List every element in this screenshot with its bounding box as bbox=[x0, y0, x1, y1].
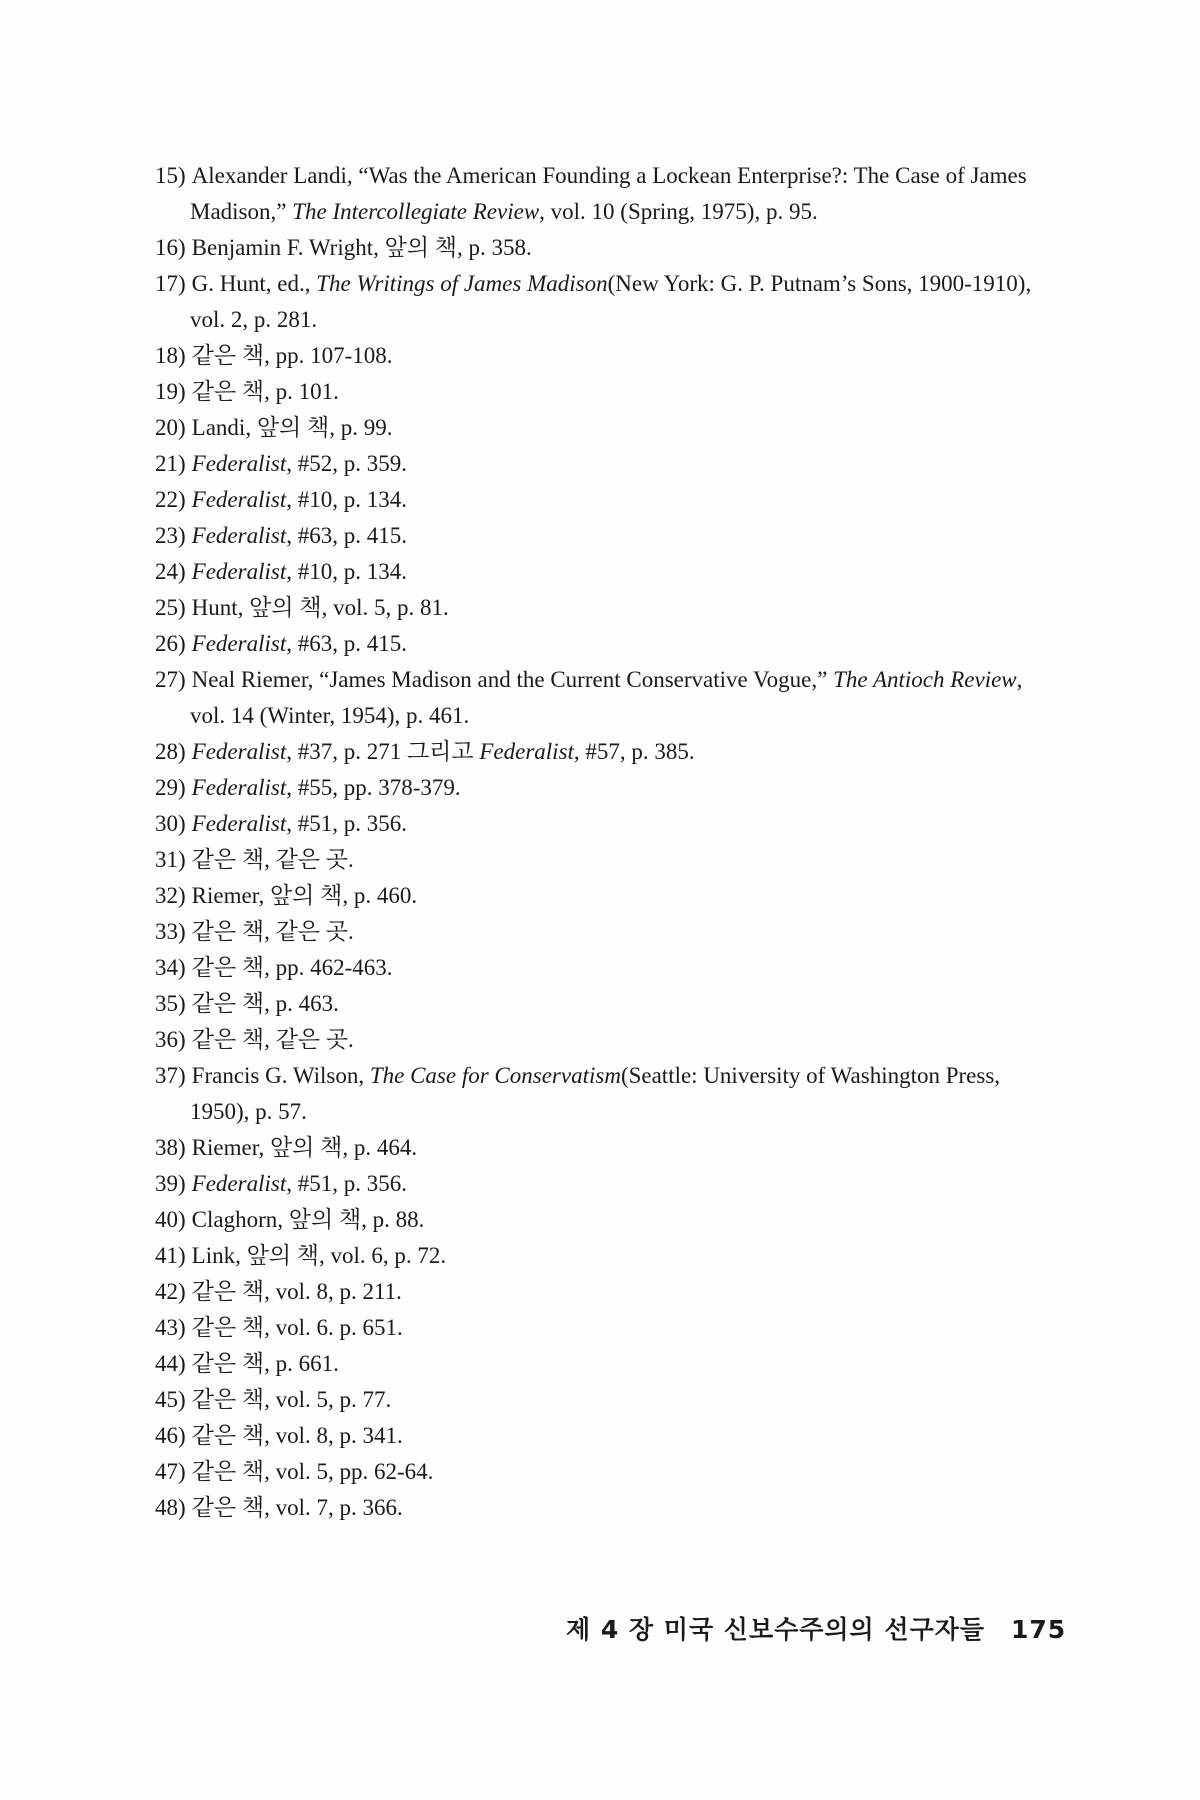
endnote-number: 38) bbox=[155, 1135, 186, 1160]
endnote bbox=[155, 410, 1035, 446]
endnote bbox=[155, 1382, 1035, 1418]
endnote-number: 16) bbox=[155, 235, 186, 260]
endnote-number: 43) bbox=[155, 1315, 186, 1340]
endnote-text: 같은 책, vol. 8, p. 211. bbox=[191, 1279, 402, 1304]
endnote-text: , vol. 10 (Spring, 1975), p. 95. bbox=[539, 199, 818, 224]
endnote-number: 36) bbox=[155, 1027, 186, 1052]
endnote-text: 같은 책, vol. 5, p. 77. bbox=[191, 1387, 392, 1412]
endnote-number: 25) bbox=[155, 595, 186, 620]
endnote-title-italic: The Intercollegiate Review bbox=[292, 199, 540, 224]
endnote bbox=[155, 374, 1035, 410]
endnote bbox=[155, 1274, 1035, 1310]
endnote-text: Riemer, 앞의 책, p. 460. bbox=[191, 883, 418, 908]
endnote-number: 27) bbox=[155, 667, 186, 692]
endnote-text: 같은 책, vol. 7, p. 366. bbox=[191, 1495, 403, 1520]
endnote bbox=[155, 626, 1035, 662]
endnote-title-italic: Federalist bbox=[191, 487, 287, 512]
endnote-number: 40) bbox=[155, 1207, 186, 1232]
endnote bbox=[155, 518, 1035, 554]
endnote-text: , #10, p. 134. bbox=[286, 487, 407, 512]
endnote-text: 같은 책, vol. 8, p. 341. bbox=[191, 1423, 403, 1448]
endnote-title-italic: Federalist bbox=[191, 811, 287, 836]
endnote-text: , #37, p. 271 그리고 bbox=[286, 739, 480, 764]
endnote-number: 18) bbox=[155, 343, 186, 368]
endnote bbox=[155, 1166, 1035, 1202]
endnote bbox=[155, 1346, 1035, 1382]
endnotes-list bbox=[155, 158, 1035, 1526]
endnote bbox=[155, 1058, 1035, 1130]
endnote-text: Claghorn, 앞의 책, p. 88. bbox=[191, 1207, 425, 1232]
endnote-text: Alexander Landi, “Was the American Founding a Lockean Enterprise?: The Case of James Madison,” bbox=[190, 163, 1027, 224]
endnote-text: (New York: G. P. Putnam’s Sons, 1900-1910), vol. 2, p. 281. bbox=[190, 271, 1032, 332]
endnote-number: 15) bbox=[155, 163, 186, 188]
endnote-title-italic: Federalist bbox=[191, 451, 287, 476]
endnote-text: Landi, 앞의 책, p. 99. bbox=[191, 415, 393, 440]
endnote bbox=[155, 1310, 1035, 1346]
endnote-number: 42) bbox=[155, 1279, 186, 1304]
endnote-text: 같은 책, 같은 곳. bbox=[191, 847, 354, 872]
endnote-number: 35) bbox=[155, 991, 186, 1016]
endnote-number: 23) bbox=[155, 523, 186, 548]
endnote-title-italic: The Writings of James Madison bbox=[316, 271, 608, 296]
endnote-number: 28) bbox=[155, 739, 186, 764]
endnote-text: Link, 앞의 책, vol. 6, p. 72. bbox=[191, 1243, 447, 1268]
endnote bbox=[155, 1202, 1035, 1238]
endnote bbox=[155, 734, 1035, 770]
endnote-text: Benjamin F. Wright, 앞의 책, p. 358. bbox=[191, 235, 532, 260]
endnote bbox=[155, 1490, 1035, 1526]
endnote-number: 37) bbox=[155, 1063, 186, 1088]
endnote-title-italic: Federalist bbox=[191, 523, 287, 548]
endnote-text: , #52, p. 359. bbox=[286, 451, 407, 476]
running-footer bbox=[566, 1610, 1066, 1646]
endnote-text: 같은 책, vol. 6. p. 651. bbox=[191, 1315, 403, 1340]
endnote bbox=[155, 158, 1035, 230]
chapter-title: 제 4 장 미국 신보수주의의 선구자들 bbox=[566, 1615, 986, 1644]
endnote-text: G. Hunt, ed., bbox=[191, 271, 317, 296]
endnote-text: , #63, p. 415. bbox=[286, 631, 407, 656]
endnote-text: 같은 책, pp. 462-463. bbox=[191, 955, 393, 980]
endnote-number: 29) bbox=[155, 775, 186, 800]
endnote-text: Riemer, 앞의 책, p. 464. bbox=[191, 1135, 418, 1160]
endnote-text: (Seattle: University of Washington Press, 1950), p. 57. bbox=[190, 1063, 1001, 1124]
endnote bbox=[155, 1454, 1035, 1490]
endnote bbox=[155, 446, 1035, 482]
endnote-number: 34) bbox=[155, 955, 186, 980]
endnote-number: 44) bbox=[155, 1351, 186, 1376]
endnote-text: 같은 책, pp. 107-108. bbox=[191, 343, 393, 368]
endnote-text: 같은 책, p. 101. bbox=[191, 379, 339, 404]
endnote-text: 같은 책, vol. 5, pp. 62-64. bbox=[191, 1459, 434, 1484]
endnote bbox=[155, 482, 1035, 518]
endnote bbox=[155, 1238, 1035, 1274]
endnote-number: 30) bbox=[155, 811, 186, 836]
endnote-text: 같은 책, p. 661. bbox=[191, 1351, 339, 1376]
endnote-title-italic: Federalist bbox=[191, 1171, 287, 1196]
endnote-number: 22) bbox=[155, 487, 186, 512]
endnote bbox=[155, 1022, 1035, 1058]
endnote-text: , #51, p. 356. bbox=[286, 811, 407, 836]
endnote bbox=[155, 878, 1035, 914]
endnote-number: 20) bbox=[155, 415, 186, 440]
endnote-number: 48) bbox=[155, 1495, 186, 1520]
endnote-number: 41) bbox=[155, 1243, 186, 1268]
endnote bbox=[155, 1418, 1035, 1454]
endnote-text: , #63, p. 415. bbox=[286, 523, 407, 548]
endnote-number: 45) bbox=[155, 1387, 186, 1412]
endnote-text: , #55, pp. 378-379. bbox=[286, 775, 461, 800]
endnote-text: 같은 책, p. 463. bbox=[191, 991, 339, 1016]
endnote bbox=[155, 554, 1035, 590]
endnote-number: 17) bbox=[155, 271, 186, 296]
endnote-text: Neal Riemer, “James Madison and the Current Conservative Vogue,” bbox=[191, 667, 834, 692]
endnote bbox=[155, 914, 1035, 950]
endnote bbox=[155, 986, 1035, 1022]
endnote bbox=[155, 662, 1035, 734]
endnote bbox=[155, 842, 1035, 878]
endnote-text: Hunt, 앞의 책, vol. 5, p. 81. bbox=[191, 595, 449, 620]
endnote bbox=[155, 950, 1035, 986]
endnote-title-italic: The Case for Conservatism bbox=[369, 1063, 621, 1088]
endnote bbox=[155, 806, 1035, 842]
endnote-number: 31) bbox=[155, 847, 186, 872]
endnote-text: , #57, p. 385. bbox=[573, 739, 695, 764]
endnote-title-italic: The Antioch Review bbox=[833, 667, 1017, 692]
endnote bbox=[155, 770, 1035, 806]
endnote bbox=[155, 1130, 1035, 1166]
endnote-title-italic: Federalist bbox=[191, 775, 287, 800]
endnote-text: 같은 책, 같은 곳. bbox=[191, 1027, 354, 1052]
endnote-number: 46) bbox=[155, 1423, 186, 1448]
endnote-text: 같은 책, 같은 곳. bbox=[191, 919, 354, 944]
endnote bbox=[155, 338, 1035, 374]
endnote-title-italic: Federalist bbox=[191, 559, 287, 584]
endnote bbox=[155, 266, 1035, 338]
endnote-text: , #51, p. 356. bbox=[286, 1171, 407, 1196]
endnote-number: 19) bbox=[155, 379, 186, 404]
endnote-number: 47) bbox=[155, 1459, 186, 1484]
endnote-number: 21) bbox=[155, 451, 186, 476]
endnote-number: 39) bbox=[155, 1171, 186, 1196]
endnote-number: 24) bbox=[155, 559, 186, 584]
endnote-title-italic: Federalist bbox=[191, 739, 287, 764]
page-number: 175 bbox=[1011, 1615, 1067, 1644]
endnote bbox=[155, 590, 1035, 626]
endnote-text: , vol. 14 (Winter, 1954), p. 461. bbox=[190, 667, 1023, 728]
endnote-number: 26) bbox=[155, 631, 186, 656]
endnote-number: 33) bbox=[155, 919, 186, 944]
endnote bbox=[155, 230, 1035, 266]
endnote-title-italic: Federalist bbox=[191, 631, 287, 656]
endnote-title-italic: Federalist bbox=[479, 739, 574, 764]
endnote-text: Francis G. Wilson, bbox=[191, 1063, 370, 1088]
endnote-number: 32) bbox=[155, 883, 186, 908]
endnote-text: , #10, p. 134. bbox=[286, 559, 407, 584]
